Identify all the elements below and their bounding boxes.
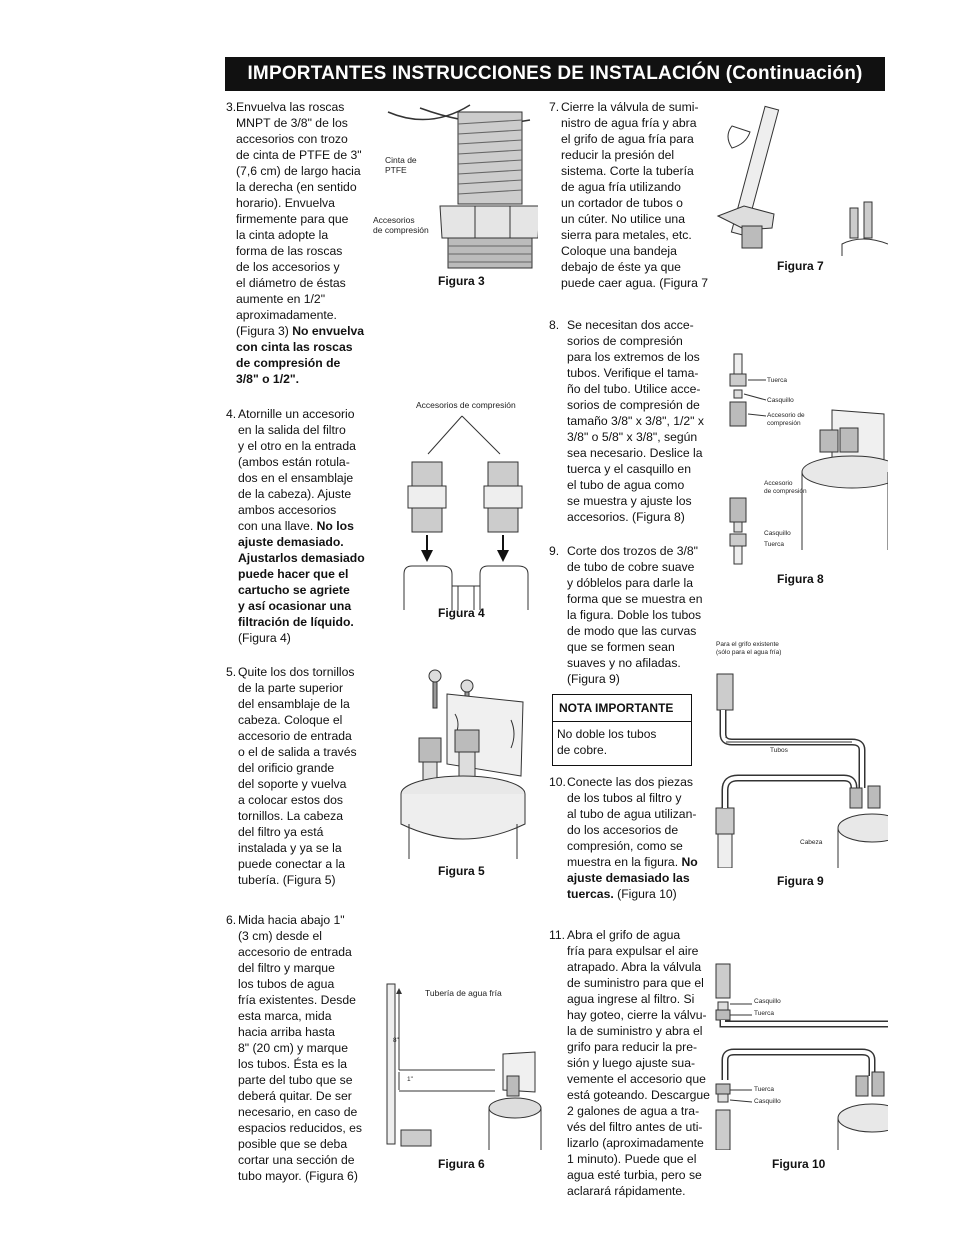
step-text: Mida hacia abajo 1" (3 cm) desde el accesorio de entrada del filtro y marque los tubos de agua fría existentes. Desde esta marca, mida hacia arriba hasta 8" (20 cm) y marque los tubos. Ésta es la parte del tubo que se deberá quitar. De ser necesario, en caso de espacios reducidos, es posible que se deba cortar una sección de tubo mayor. (Figura 6) bbox=[238, 913, 362, 1183]
figure-caption: Figura 6 bbox=[438, 1157, 485, 1171]
step-3 bbox=[226, 99, 371, 387]
tube-connection-illustration bbox=[712, 960, 888, 1150]
step-6 bbox=[226, 912, 371, 1184]
step-text: Quite los dos tornillos de la parte superior del ensamblaje de la cabeza. Coloque el accesorio de entrada o el de salida a través del orificio grande del soporte y vuelva a colocar estos dos tornillos. La cabeza del filtro ya está instalada y ya se la puede conectar a la tubería. (Figura 5) bbox=[238, 665, 357, 887]
label-nut-lower: Tuerca bbox=[754, 1086, 774, 1093]
step-7 bbox=[549, 99, 714, 291]
fitting-left bbox=[408, 462, 446, 532]
screw-left bbox=[429, 670, 441, 708]
figure-5 bbox=[385, 664, 545, 884]
label-ferrule-lower: Casquillo bbox=[754, 1098, 781, 1105]
copper-tubes-illustration bbox=[712, 638, 888, 868]
step-number: 6. bbox=[226, 913, 237, 927]
page-title: IMPORTANTES INSTRUCCIONES DE INSTALACIÓN (Continuación) bbox=[247, 63, 863, 84]
step-number: 4. bbox=[226, 407, 237, 421]
step-number: 8. bbox=[549, 318, 560, 332]
figure-9 bbox=[712, 638, 888, 893]
step-5 bbox=[226, 664, 371, 888]
figure-6 bbox=[385, 980, 545, 1180]
compression-fitting-illustration bbox=[370, 100, 538, 275]
measurement-1in: 1" bbox=[407, 1076, 413, 1083]
step-text: Atornille un accesorio en la salida del filtro y el otro en la entrada (ambos están rotula- dos en el ensamblaje de la cabeza). Ajuste ambos accesorios con una llave. bbox=[238, 407, 356, 533]
filter-head-bracket-illustration bbox=[385, 664, 545, 859]
measurement-illustration bbox=[385, 980, 545, 1150]
important-note bbox=[552, 694, 692, 766]
label-ptfe-tape: Cinta de PTFE bbox=[385, 155, 417, 175]
step-number: 3. bbox=[226, 100, 237, 114]
two-fittings-illustration bbox=[400, 410, 540, 610]
label-compression-fitting: Accesorio de compresión bbox=[767, 412, 805, 427]
step-warning: No envuelva con cinta las roscas de compresión de 3/8" o 1/2". bbox=[236, 324, 365, 386]
label-head: Cabeza bbox=[800, 839, 823, 846]
step-warning: No los ajuste demasiado. Ajustarlos demasiado puede hacer que el cartucho se agriete y así ocasionar una filtración de líquido. bbox=[238, 519, 365, 629]
label-ferrule: Casquillo bbox=[754, 998, 781, 1005]
figure-4 bbox=[400, 396, 540, 626]
step-number: 11. bbox=[549, 928, 566, 942]
note-body: No doble los tubos de cobre. bbox=[557, 727, 657, 757]
step-text: Abra el grifo de agua fría para expulsar el aire atrapado. Abra la válvula de suministro para que el agua ingrese al filtro. Si hay goteo, cierre la válvu- la de suministro y abra el grifo para reducir la pre- sión y luego ajuste sua- vemente el accesorio que está goteando. Descargue 2 galones de agua a tra- vés del filtro antes de uti- lizarlo (aproximadamente 1 minuto). Puede que el agua esté turbia, pero se aclarará rápidamente. bbox=[567, 928, 710, 1198]
label-ferrule: Casquillo bbox=[767, 397, 794, 404]
nut-ferrule-illustration bbox=[712, 350, 888, 565]
step-11 bbox=[549, 927, 714, 1199]
step-9 bbox=[549, 543, 714, 687]
label-compression-fitting-lower: Accesorio de compresión bbox=[764, 480, 807, 495]
label-compression-fittings: Accesorios de compresión bbox=[373, 215, 429, 235]
step-10 bbox=[549, 774, 714, 902]
figure-caption: Figura 8 bbox=[777, 572, 824, 586]
label-nut-lower: Tuerca bbox=[764, 541, 784, 548]
figure-caption: Figura 3 bbox=[438, 274, 485, 288]
figure-10 bbox=[712, 960, 888, 1175]
figure-caption: Figura 5 bbox=[438, 864, 485, 878]
label-ferrule-lower: Casquillo bbox=[764, 530, 791, 537]
figure-caption: Figura 9 bbox=[777, 874, 824, 888]
label-tubes: Tubos bbox=[770, 747, 788, 754]
step-text: Cierre la válvula de sumi- nistro de agua fría y abra el grifo de agua fría para reducir la presión del sistema. Corte la tubería de agua fría utilizando un cortador de tubos o un cúter. No utilice una sierra para metales, etc. Coloque una bandeja debajo de éste ya que puede caer agua. (Figura 7 bbox=[561, 100, 709, 290]
step-text: Corte dos trozos de 3/8" de tubo de cobre suave y dóblelos para darle la forma que se muestra en la figura. Doble los tubos de modo que las curvas que se formen sean suaves y no afiladas. (Figura 9) bbox=[567, 544, 703, 686]
step-figure-ref: (Figura 4) bbox=[238, 631, 291, 645]
figure-caption: Figura 10 bbox=[772, 1157, 826, 1171]
step-number: 9. bbox=[549, 544, 560, 558]
step-text: Se necesitan dos acce- sorios de compresión para los extremos de los tubos. Verifique el tama- ño del tubo. Utilice acce- sorios de compresión de tamaño 3/8" x 3/8", 1/2" x 3/8" o 5/8" x 3/8", según sea necesario. Deslice la tuerca y el casquillo en el tubo de agua como se muestra y ajuste los accesorios. (Figura 8) bbox=[567, 318, 704, 524]
pipe-cutter-illustration bbox=[712, 96, 888, 256]
measurement-8in: 8" bbox=[393, 1037, 399, 1044]
step-text: Envuelva las roscas MNPT de 3/8" de los accesorios con trozo de cinta de PTFE de 3" (7,6 cm) de largo hacia la derecha (en sentido horario). Envuelva firmemente para que la cinta adopte la forma de las roscas de los accesorios y el diámetro de éstas aumente en 1/2" aproximadamente. (Figura 3) bbox=[236, 100, 362, 338]
step-text: Conecte las dos piezas de los tubos al filtro y al tubo de agua utilizan- do los accesorios de compresión, como se muestra en la figura. bbox=[567, 775, 697, 869]
step-number: 10. bbox=[549, 775, 566, 789]
figure-7 bbox=[712, 96, 888, 276]
step-number: 7. bbox=[549, 100, 560, 114]
label-existing-faucet: Para el grifo existente (sólo para el agua fría) bbox=[716, 641, 782, 656]
label-nut: Tuerca bbox=[767, 377, 787, 384]
page-header bbox=[225, 57, 885, 91]
step-warning: No ajuste demasiado las tuercas. bbox=[567, 855, 698, 901]
note-title: NOTA IMPORTANTE bbox=[553, 695, 691, 722]
figure-8 bbox=[712, 350, 888, 590]
label-cold-water-pipe: Tubería de agua fría bbox=[425, 988, 502, 998]
label-nut: Tuerca bbox=[754, 1010, 774, 1017]
step-number: 5. bbox=[226, 665, 237, 679]
figure-caption: Figura 7 bbox=[777, 259, 824, 273]
figure-caption: Figura 4 bbox=[438, 606, 485, 620]
step-4 bbox=[226, 406, 371, 646]
step-8 bbox=[549, 317, 714, 525]
step-figure-ref: (Figura 10) bbox=[617, 887, 677, 901]
label-compression-fittings: Accesorios de compresión bbox=[416, 400, 516, 410]
fitting-right bbox=[484, 462, 522, 532]
figure-3 bbox=[370, 100, 538, 300]
